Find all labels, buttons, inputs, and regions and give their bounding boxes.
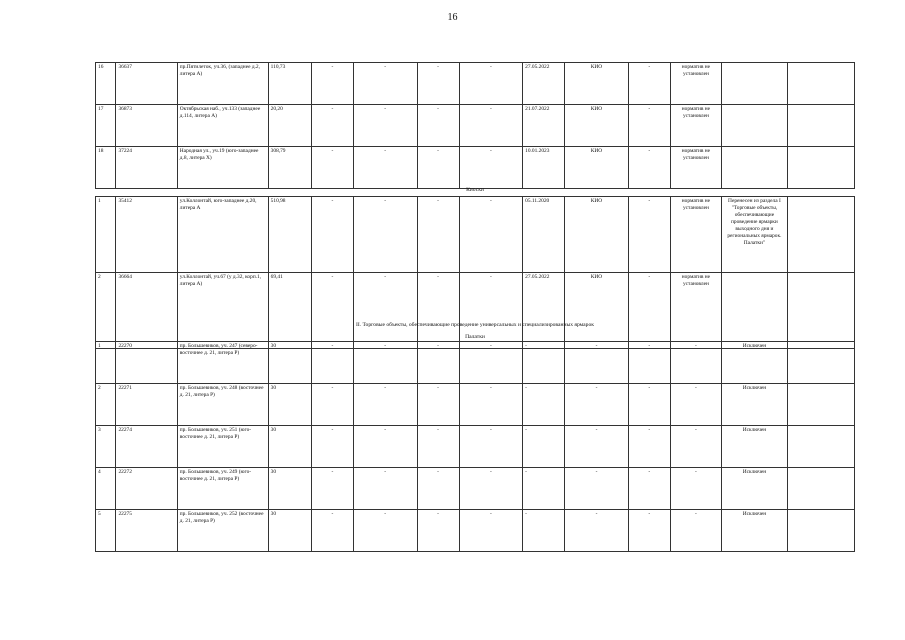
cell-c8: - [459, 342, 523, 384]
cell-c12: - [670, 342, 721, 384]
cell-c6: - [353, 63, 417, 105]
cell-note [721, 147, 787, 189]
cell-c5: - [311, 147, 353, 189]
cell-c7: - [417, 342, 459, 384]
cell-code: 22275 [116, 510, 177, 552]
cell-no: 1 [96, 197, 116, 273]
cell-code: 22272 [116, 468, 177, 510]
cell-c8: - [459, 468, 523, 510]
cell-code: 22271 [116, 384, 177, 426]
cell-c6: - [353, 273, 417, 349]
cell-org: КИО [565, 63, 629, 105]
cell-c5: - [311, 273, 353, 349]
cell-c7: - [417, 510, 459, 552]
cell-c11: - [628, 273, 670, 349]
cell-c7: - [417, 147, 459, 189]
cell-c7: - [417, 468, 459, 510]
cell-no: 4 [96, 468, 116, 510]
cell-c11: - [628, 342, 670, 384]
cell-note: Перенесен из раздела I "Торговые объекты, обеспечивающие проведение ярмарки выходного дня и региональных ярмарок. Палатки" [721, 197, 787, 273]
cell-c11: - [628, 147, 670, 189]
cell-c6: - [353, 197, 417, 273]
table-row [96, 384, 855, 426]
cell-c11: - [628, 197, 670, 273]
cell-address: пр.Пятилеток, уч.36, (западнее д.2, литера А) [177, 63, 268, 105]
cell-spacer [787, 510, 854, 552]
cell-no: 2 [96, 273, 116, 349]
cell-area: 69,41 [268, 273, 311, 349]
cell-c12: норматив не установлен [670, 147, 721, 189]
cell-address: пр. Большевиков, уч. 252 (восточнее д. 21, литера Р) [177, 510, 268, 552]
cell-area: 30 [268, 342, 311, 384]
cell-c5: - [311, 510, 353, 552]
cell-date: 27.05.2022 [523, 63, 565, 105]
cell-date: - [523, 342, 565, 384]
cell-c12: - [670, 510, 721, 552]
cell-c5: - [311, 426, 353, 468]
cell-c5: - [311, 105, 353, 147]
cell-org: - [565, 384, 629, 426]
cell-c12: норматив не установлен [670, 197, 721, 273]
cell-c12: - [670, 384, 721, 426]
cell-c8: - [459, 510, 523, 552]
cell-c8: - [459, 384, 523, 426]
cell-area: 30 [268, 510, 311, 552]
cell-address: пр. Большевиков, уч. 248 (восточнее д. 21, литера Р) [177, 384, 268, 426]
cell-c12: норматив не установлен [670, 273, 721, 349]
cell-date: 21.07.2022 [523, 105, 565, 147]
cell-c12: - [670, 426, 721, 468]
cell-note [721, 105, 787, 147]
page-number: 16 [447, 12, 458, 23]
cell-c6: - [353, 342, 417, 384]
cell-c12: норматив не установлен [670, 105, 721, 147]
cell-area: 30 [268, 426, 311, 468]
cell-address: Октябрьская наб., уч.133 (западнее д.114, литера А) [177, 105, 268, 147]
cell-code: 35412 [116, 197, 177, 273]
cell-address: пр. Большевиков, уч. 247 (северо-восточнее д. 21, литера Р) [177, 342, 268, 384]
cell-address: пр. Большевиков, уч. 249 (юго-восточнее д. 21, литера Р) [177, 468, 268, 510]
cell-address: ул.Коллонтай, юго-западнее д.20, литера А [177, 197, 268, 273]
table-row [96, 105, 855, 147]
cell-org: КИО [565, 273, 629, 349]
cell-c6: - [353, 426, 417, 468]
cell-note: Исключен [721, 510, 787, 552]
table-row [96, 197, 855, 273]
cell-c6: - [353, 510, 417, 552]
cell-c7: - [417, 197, 459, 273]
cell-c8: - [459, 105, 523, 147]
cell-org: КИО [565, 197, 629, 273]
tents-heading: Палатки [465, 334, 485, 340]
cell-c8: - [459, 273, 523, 349]
kiosks-heading: Киоски [466, 187, 484, 193]
table-row [96, 342, 855, 384]
cell-org: - [565, 426, 629, 468]
cell-no: 1 [96, 342, 116, 384]
cell-spacer [787, 105, 854, 147]
cell-c5: - [311, 197, 353, 273]
cell-org: - [565, 510, 629, 552]
cell-address: Народная ул., уч.19 (юго-западнее д.8, литера Х) [177, 147, 268, 189]
cell-date: 05.11.2020 [523, 197, 565, 273]
cell-c7: - [417, 273, 459, 349]
table-row [96, 426, 855, 468]
table-section-c [95, 341, 855, 552]
cell-date: - [523, 510, 565, 552]
cell-c5: - [311, 342, 353, 384]
cell-address: пр. Большевиков, уч. 251 (юго-восточнее д. 21, литера Р) [177, 426, 268, 468]
cell-c11: - [628, 105, 670, 147]
cell-c6: - [353, 384, 417, 426]
cell-c11: - [628, 510, 670, 552]
cell-area: 510,98 [268, 197, 311, 273]
cell-no: 2 [96, 384, 116, 426]
cell-code: 36637 [116, 63, 177, 105]
table-row [96, 510, 855, 552]
cell-org: КИО [565, 147, 629, 189]
cell-c8: - [459, 147, 523, 189]
cell-spacer [787, 147, 854, 189]
cell-area: 308,79 [268, 147, 311, 189]
cell-note: Исключен [721, 468, 787, 510]
table-row [96, 147, 855, 189]
cell-address: ул.Коллонтай, уч.67 (у д.32, корп.1, литера А) [177, 273, 268, 349]
cell-code: 36664 [116, 273, 177, 349]
cell-area: 30 [268, 468, 311, 510]
cell-c8: - [459, 63, 523, 105]
cell-c7: - [417, 63, 459, 105]
cell-date: - [523, 468, 565, 510]
cell-code: 36873 [116, 105, 177, 147]
cell-no: 16 [96, 63, 116, 105]
cell-no: 5 [96, 510, 116, 552]
cell-c6: - [353, 468, 417, 510]
cell-area: 30 [268, 384, 311, 426]
cell-c6: - [353, 105, 417, 147]
cell-c11: - [628, 426, 670, 468]
cell-c12: - [670, 468, 721, 510]
cell-note: Исключен [721, 342, 787, 384]
cell-c7: - [417, 384, 459, 426]
cell-spacer [787, 426, 854, 468]
cell-c8: - [459, 197, 523, 273]
cell-no: 3 [96, 426, 116, 468]
cell-spacer [787, 342, 854, 384]
cell-area: 110,73 [268, 63, 311, 105]
section-ii-heading: II. Торговые объекты, обеспечивающие проведение универсальных и специализированных ярмарок [356, 322, 594, 328]
cell-c11: - [628, 63, 670, 105]
cell-no: 18 [96, 147, 116, 189]
cell-org: КИО [565, 105, 629, 147]
cell-spacer [787, 468, 854, 510]
cell-c7: - [417, 426, 459, 468]
cell-c5: - [311, 63, 353, 105]
cell-c5: - [311, 468, 353, 510]
table-row [96, 63, 855, 105]
cell-note [721, 63, 787, 105]
cell-c7: - [417, 105, 459, 147]
cell-c11: - [628, 468, 670, 510]
cell-code: 22274 [116, 426, 177, 468]
cell-c12: норматив не установлен [670, 63, 721, 105]
cell-code: 37224 [116, 147, 177, 189]
cell-date: - [523, 384, 565, 426]
cell-c11: - [628, 384, 670, 426]
cell-note: Исключен [721, 384, 787, 426]
cell-org: - [565, 468, 629, 510]
cell-spacer [787, 197, 854, 273]
cell-spacer [787, 384, 854, 426]
cell-date: - [523, 426, 565, 468]
cell-date: 27.05.2022 [523, 273, 565, 349]
cell-date: 10.01.2023 [523, 147, 565, 189]
table-section-a [95, 62, 855, 189]
cell-note: Исключен [721, 426, 787, 468]
table-row [96, 468, 855, 510]
cell-code: 22270 [116, 342, 177, 384]
cell-area: 20,20 [268, 105, 311, 147]
cell-spacer [787, 63, 854, 105]
cell-c5: - [311, 384, 353, 426]
cell-c6: - [353, 147, 417, 189]
cell-c8: - [459, 426, 523, 468]
cell-no: 17 [96, 105, 116, 147]
cell-org: - [565, 342, 629, 384]
